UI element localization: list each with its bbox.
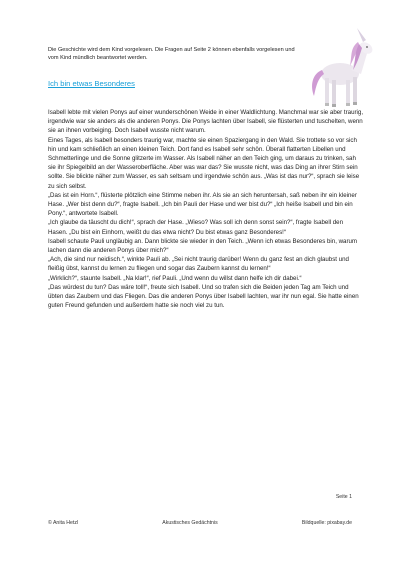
story-paragraph: Isabell lebte mit vielen Ponys auf einer wunderschönen Weide in einer Waldlichtung. Manchmal war sie aber traurig, irgendwie war sie anders als die anderen Ponys. Die Ponys lachten über Isabell, sie flüsterten und tuschelten, wenn sie an ihnen vorbeiging. Doch Isabell wusste nicht warum. bbox=[48, 109, 364, 135]
footer-copyright: © Anita Hetzl bbox=[48, 520, 79, 526]
story-paragraph: „Ach, die sind nur neidisch.“, winkte Pauli ab. „Sei nicht traurig darüber! Wenn du ganz fest an dich glaubst und fleißig übst, kannst du lernen zu fliegen und sogar das Zaubern kannst du lernen!“ bbox=[48, 256, 349, 273]
story-title: Ich bin etwas Besonderes bbox=[48, 79, 135, 88]
story-paragraph: „Ich glaube da täuscht du dich!“, sprach der Hase. „Wieso? Was soll ich denn sonst sein?“, fragte Isabell den Hasen. „Du bist ein Einhorn, weißt du das etwa nicht? Du bist etwas ganz Besonderes!“ bbox=[48, 219, 344, 236]
page-footer bbox=[48, 520, 352, 526]
story-paragraph: „Das ist ein Horn.“, flüsterte plötzlich eine Stimme neben ihr. Als sie an sich heruntersah, saß neben ihr ein kleiner Hase. „Wer bist denn du?“, fragte Isabell. „Ich bin Pauli der Hase und wer bist du?“ „Ich heiße Isabell und bin ein Pony.“, antwortete Isabell. bbox=[48, 191, 357, 218]
intro-instructions: Die Geschichte wird dem Kind vorgelesen. Die Fragen auf Seite 2 können ebenfalls vorgelesen und vom Kind mündlich beantwortet werden. bbox=[48, 47, 295, 61]
footer-image-source: Bildquelle: pixabay.de bbox=[301, 520, 352, 526]
page-number: Seite 1 bbox=[335, 494, 352, 500]
unicorn-illustration bbox=[306, 24, 378, 110]
story-paragraph: „Das würdest du tun? Das wäre toll!“, freute sich Isabell. Und so trafen sich die Beiden jeden Tag am Teich und übten das Zaubern und das Fliegen. Das die anderen Ponys über Isabell lachten, war ihr nun egal. Sie hatte einen guten Freund gefunden und außerdem hatte sie noch viel zu tun. bbox=[48, 283, 359, 310]
story-paragraph: Isabell schaute Pauli ungläubig an. Dann blickte sie wieder in den Teich. „Wenn ich etwas Besonderes bin, warum lachen dann die anderen Ponys über mich?“ bbox=[48, 237, 358, 255]
story-text bbox=[48, 108, 364, 310]
footer-topic: Akustisches Gedächtnis bbox=[162, 520, 218, 526]
story-paragraph: Eines Tages, als Isabell besonders traurig war, machte sie einen Spaziergang in den Wald. Sie trottete so vor sich hin und kam schließlich an einen kleinen Teich. Dort fand es Isabell sehr schön. Überall flatterten Libellen und Schmetterlinge und die Sonne glitzerte im Wasser. Als Isabell näher an den Teich ging, um daraus zu trinken, sah sie ihr Spiegelbild an der Wasseroberfläche. Aber was war das? Sie wusste nicht, was das Ding an ihrer Stirn sein sollte. Sie blickte näher zum Wasser, es sah seltsam und irgendwie schön aus. „Was ist das nur?“, sprach sie leise zu sich selbst. bbox=[48, 136, 360, 190]
story-paragraph: „Wirklich?“, staunte Isabell. „Na klar!“, rief Pauli. „Und wenn du willst dann helfe ich dir dabei.“ bbox=[48, 274, 302, 282]
